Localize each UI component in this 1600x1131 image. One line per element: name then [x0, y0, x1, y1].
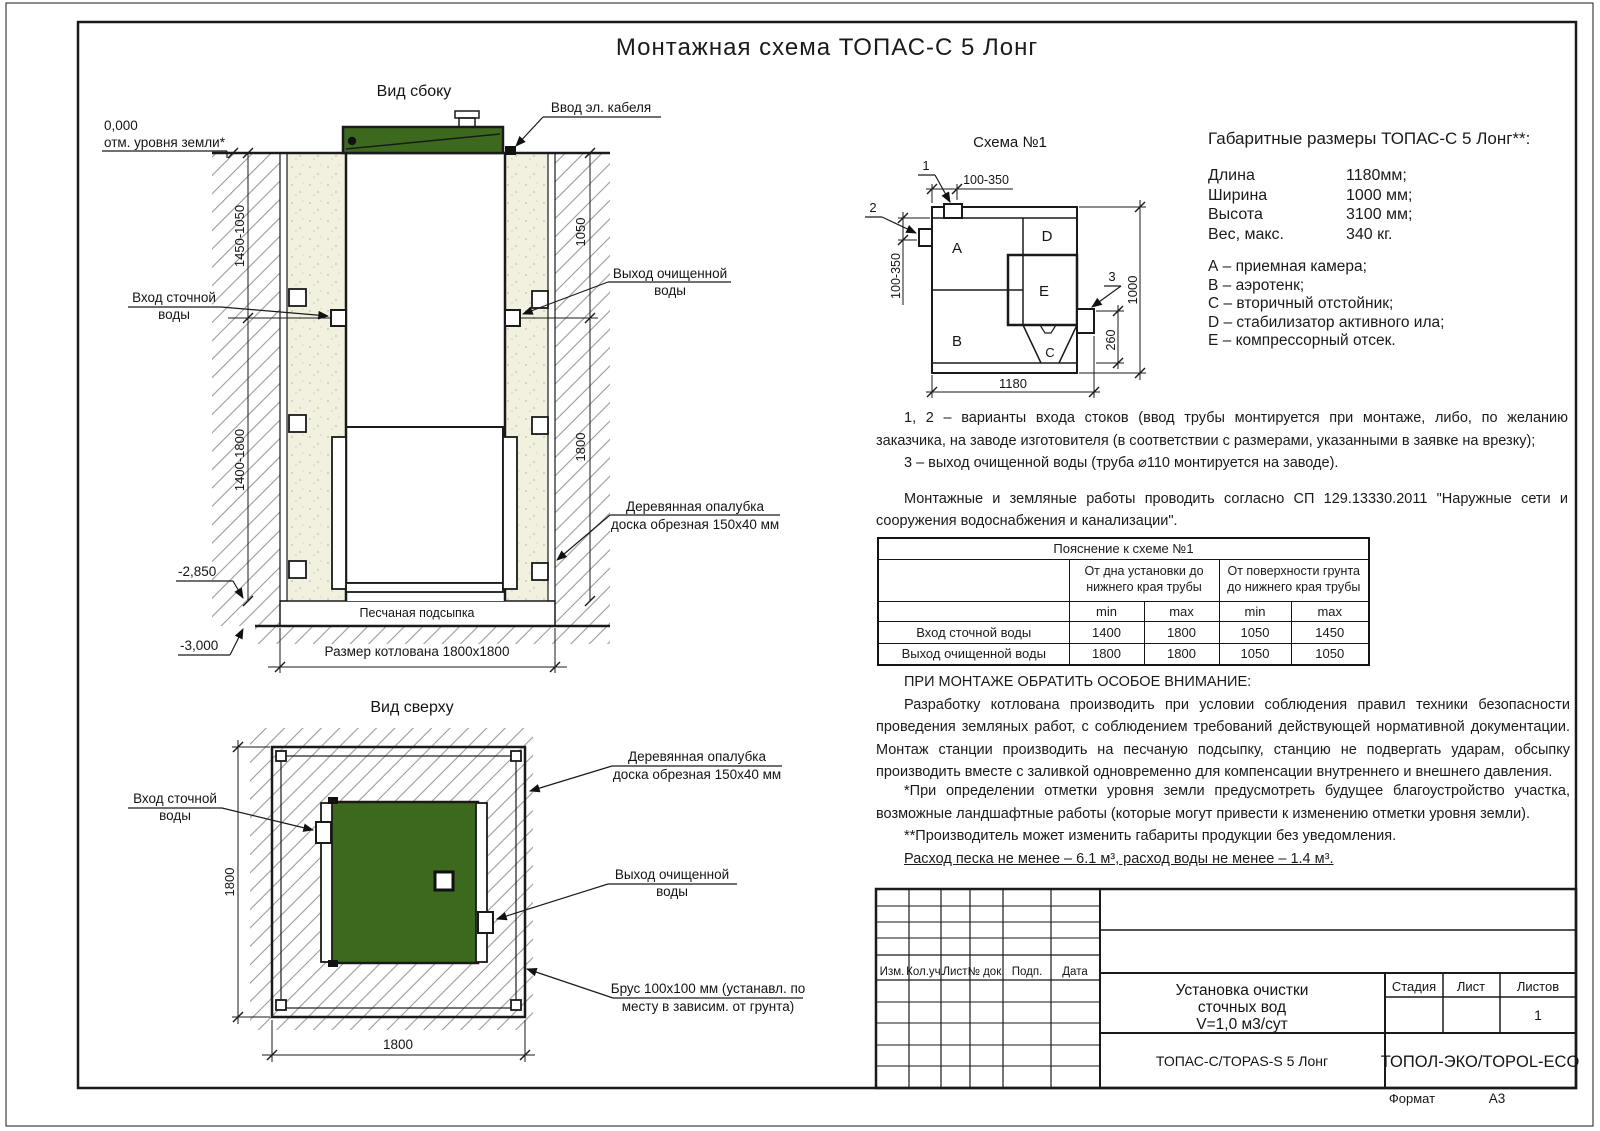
note-outlet: 3 – выход очищенной воды (труба ⌀110 монтируется на заводе).: [904, 455, 1339, 471]
col-list: Лист: [942, 966, 968, 978]
dim-left-lower: 1400-1800: [232, 428, 247, 492]
installation-notes: [876, 407, 1568, 533]
dim-right-upper: 1050: [573, 217, 588, 247]
rail-right: [476, 803, 487, 962]
outlet-label-1: Выход очищенной: [614, 867, 730, 882]
consumption-note: Расход песка не менее – 6.1 м³, расход воды не менее – 1.4 м³.: [904, 851, 1334, 867]
legend-item: В – аэротенк;: [1208, 276, 1305, 294]
grid-bottom-bar: [346, 583, 503, 592]
table-empty-cell: [878, 601, 1069, 621]
clamp: [328, 960, 338, 967]
level-2850: -2,850: [178, 564, 217, 579]
compartment-legend: [1208, 258, 1578, 351]
dim-right-lower: 1800: [573, 432, 588, 462]
inlet-label-1: Вход сточной: [132, 290, 216, 305]
clamp: [328, 797, 338, 804]
table-title: Пояснение к схеме №1: [878, 538, 1369, 559]
schema-stub-1: [944, 204, 962, 218]
compartment-b: B: [951, 333, 963, 350]
spec-value: 340 кг.: [1346, 225, 1393, 243]
explanation-table: [877, 537, 1370, 666]
top-view: [128, 699, 805, 1062]
dim-bottom: 1180: [999, 376, 1027, 391]
formwork-label-1: Деревянная опалубка: [625, 499, 765, 514]
callout-1: 1: [922, 158, 930, 173]
outlet-label-2: воды: [654, 283, 686, 298]
formwork-label-1: Деревянная опалубка: [627, 749, 767, 764]
inlet-pipe-top: [316, 822, 331, 843]
sheets-label: Листов: [1516, 979, 1560, 994]
table-group-2: От поверхности грунта до нижнего края трубы: [1219, 559, 1369, 601]
tank-lid: [343, 111, 516, 155]
corner-beam: [276, 1000, 286, 1010]
footnote-2: **Производитель может изменить габариты продукции без уведомления.: [904, 828, 1397, 844]
company-name: ТОПОЛ-ЭКО/TOPOL-ECO: [1380, 1053, 1580, 1071]
model-name: ТОПАС-С/TOPAS-S 5 Лонг: [1155, 1053, 1329, 1069]
spec-row: [1208, 186, 1578, 206]
dim-left-upper: 1450-1050: [232, 204, 247, 268]
spec-name: Длина: [1208, 167, 1255, 184]
col-koluch: Кол.уч.: [906, 966, 944, 978]
outlet-label-1: Выход очищенной: [612, 266, 728, 281]
spec-name: Высота: [1208, 206, 1263, 223]
spec-rows: [1208, 166, 1578, 244]
corner-beam: [511, 751, 521, 761]
zero-level-value: 0,000: [104, 118, 138, 133]
dim-left: 100-350: [889, 253, 903, 299]
table-cell: 1050: [1219, 621, 1291, 643]
col-ndok: № док.: [967, 966, 1005, 978]
side-view-title: Вид сбоку: [376, 83, 452, 100]
table-group-1: От дна установки до нижнего края трубы: [1069, 559, 1219, 601]
table-cell: 1400: [1069, 621, 1144, 643]
doc-title-1: Установка очистки: [1175, 982, 1309, 999]
spec-row: [1208, 225, 1578, 245]
compartment-d: D: [1041, 228, 1053, 245]
pit-size-label: Размер котлована 1800x1800: [324, 644, 510, 659]
dim-top-view-height: 1800: [222, 867, 237, 897]
doc-title-3: V=1,0 м3/сут: [1196, 1016, 1288, 1033]
tank-top: [330, 802, 478, 963]
top-view-title: Вид сверху: [370, 699, 454, 716]
vent-pipe: [459, 118, 475, 127]
vent-hatch: [435, 872, 453, 890]
table-max: max: [1144, 601, 1219, 621]
brace: [289, 415, 306, 432]
dim-outlet: 260: [1104, 329, 1118, 351]
explanation-table-wrap: [877, 537, 1370, 666]
col-podp: Подп.: [1011, 966, 1043, 978]
attention-block: [876, 671, 1570, 784]
corner-beam: [511, 1000, 521, 1010]
legend-item: С – вторичный отстойник;: [1208, 295, 1394, 312]
spec-value: 1180мм;: [1346, 167, 1407, 184]
beam-label-1: Брус 100x100 мм (устанавл. по: [610, 981, 806, 996]
table-cell: 1050: [1219, 643, 1291, 665]
tank-body: [346, 153, 505, 601]
ground-level-label: отм. уровня земли*: [104, 135, 225, 150]
spec-row: [1208, 205, 1578, 225]
table-cell: 1800: [1144, 643, 1219, 665]
brace: [289, 289, 306, 306]
table-cell: 1800: [1144, 621, 1219, 643]
spec-heading: Габаритные размеры ТОПАС-С 5 Лонг**:: [1208, 129, 1531, 148]
grid-post-right: [503, 437, 517, 589]
callout-3: 3: [1108, 269, 1116, 284]
table-cell: 1050: [1291, 643, 1369, 665]
table-max: max: [1291, 601, 1369, 621]
table-cell: 1800: [1069, 643, 1144, 665]
dim-top: 100-350: [963, 173, 1009, 187]
footnote-1: *При определении отметки уровня земли предусмотреть будущее благоустройство участка, возможные ландшафтные работы (которые могут привести к изменению отметки уровня земли).: [876, 783, 1570, 822]
compartment-e: E: [1038, 283, 1050, 300]
beam-label-2: месту в зависим. от грунта): [621, 999, 795, 1014]
col-data: Дата: [1062, 966, 1088, 978]
schema-stub-3: [1077, 309, 1094, 333]
sheets-value: 1: [1534, 1007, 1542, 1023]
note-variants: 1, 2 – варианты входа стоков (ввод трубы монтируется при монтаже, либо, по желанию заказчика, на заводе изготовителя (в соответствии с размерами, указанными в заявке на врезку);: [876, 410, 1568, 449]
legend-item: А – приемная камера;: [1208, 258, 1367, 275]
inlet-label-2: воды: [159, 808, 191, 823]
formwork-right: [548, 153, 555, 601]
brace: [532, 417, 548, 434]
inlet-label-2: воды: [158, 307, 190, 322]
schema-stub-2: [919, 229, 932, 246]
brace: [289, 561, 306, 578]
dim-right: 1000: [1125, 275, 1140, 305]
schema-1: [865, 134, 1146, 398]
lid-bolt: [348, 137, 356, 145]
dim-top-view-width: 1800: [382, 1037, 414, 1052]
table-row-name: Выход очищенной воды: [878, 643, 1069, 665]
sand-bedding-label: Песчаная подсыпка: [359, 606, 475, 620]
format-label: Формат: [1388, 1091, 1436, 1106]
table-min: min: [1219, 601, 1291, 621]
cable-entry-label: Ввод эл. кабеля: [550, 100, 652, 115]
legend-item: E – компрессорный отсек.: [1208, 332, 1396, 349]
corner-beam: [276, 751, 286, 761]
outlet-label-2: воды: [656, 884, 688, 899]
format-value: А3: [1488, 1091, 1506, 1106]
soil-hatch-bottom: [255, 626, 610, 644]
spec-row: [1208, 166, 1578, 186]
table-empty-cell: [878, 559, 1069, 601]
spec-name: Ширина: [1208, 186, 1268, 204]
side-view: [102, 83, 780, 673]
table-cell: 1450: [1291, 621, 1369, 643]
compartment-c: C: [1045, 345, 1055, 360]
outlet-pipe: [505, 310, 520, 326]
spec-name: Вес, макс.: [1208, 225, 1284, 243]
cable-entry-box: [505, 146, 516, 155]
spec-value: 1000 мм;: [1346, 186, 1413, 204]
doc-title-2: сточных вод: [1197, 999, 1287, 1016]
dimensions-spec: [1208, 129, 1578, 351]
inlet-label-1: Вход сточной: [133, 791, 217, 806]
title-block: [876, 889, 1579, 1106]
spec-value: 3100 мм;: [1346, 206, 1413, 223]
legend-item: D – стабилизатор активного ила;: [1208, 313, 1445, 331]
table-row-name: Вход сточной воды: [878, 621, 1069, 643]
schema-title: Схема №1: [973, 134, 1047, 151]
sheet-label: Лист: [1456, 979, 1486, 994]
vent-cap: [455, 111, 479, 118]
page-title: Монтажная схема ТОПАС-С 5 Лонг: [615, 34, 1039, 61]
formwork-label-2: доска обрезная 150x40 мм: [612, 767, 782, 782]
compartment-a: A: [951, 240, 963, 257]
level-3000: -3,000: [180, 638, 219, 653]
attention-body: Разработку котлована производить при условии соблюдения правил техники безопасности проведения земляных работ, с соблюдением требований действующей нормативной документации. Монтаж станции производить на песчаную подсыпку, станцию не подвергать ударам, обсыпку производить вместе с заливкой одновременно для компенсации внутреннего и внешнего давления.: [876, 696, 1570, 780]
lid-body: [343, 127, 503, 153]
grid-post-left: [332, 437, 346, 589]
stage-label: Стадия: [1391, 979, 1437, 994]
footnotes: [876, 780, 1570, 848]
formwork-label-2: доска обрезная 150x40 мм: [610, 517, 780, 532]
brace: [532, 563, 548, 580]
callout-2: 2: [869, 200, 877, 215]
note-sp: Монтажные и земляные работы проводить согласно СП 129.13330.2011 "Наружные сети и сооружения водоснабжения и канализации".: [876, 490, 1568, 529]
attention-heading: ПРИ МОНТАЖЕ ОБРАТИТЬ ОСОБОЕ ВНИМАНИЕ:: [904, 674, 1252, 690]
formwork-left: [280, 153, 287, 601]
outlet-pipe-top: [478, 912, 493, 933]
inlet-pipe: [331, 310, 346, 326]
table-min: min: [1069, 601, 1144, 621]
col-izm: Изм.: [879, 966, 905, 978]
